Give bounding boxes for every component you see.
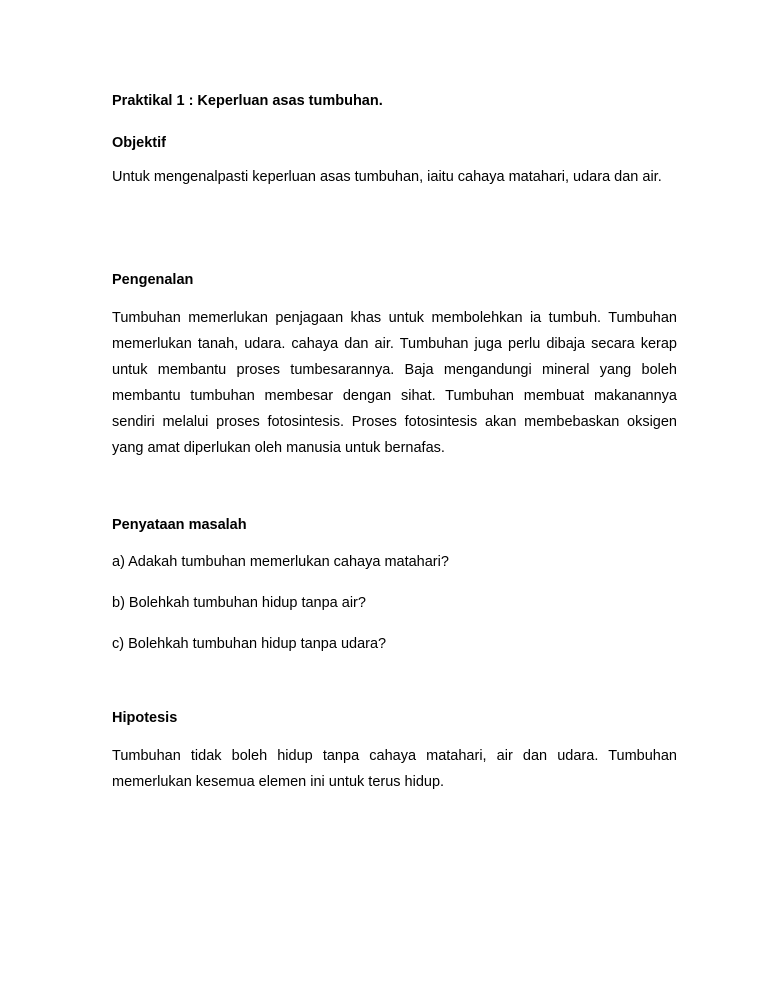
objective-text: Untuk mengenalpasti keperluan asas tumbuhan, iaitu cahaya matahari, udara dan air. — [112, 169, 662, 185]
problem-item-a: a) Adakah tumbuhan memerlukan cahaya matahari? — [112, 554, 449, 570]
introduction-heading: Pengenalan — [112, 272, 194, 288]
hypothesis-text: Tumbuhan tidak boleh hidup tanpa cahaya matahari, air dan udara. Tumbuhan memerlukan kesemua elemen ini untuk terus hidup. — [112, 748, 677, 790]
objective-heading: Objektif — [112, 135, 166, 151]
problem-item-c: c) Bolehkah tumbuhan hidup tanpa udara? — [112, 636, 387, 652]
hypothesis-heading: Hipotesis — [112, 710, 178, 726]
introduction-text: Tumbuhan memerlukan penjagaan khas untuk membolehkan ia tumbuh. Tumbuhan memerlukan tanah, udara. cahaya dan air. Tumbuhan juga perlu dibaja secara kerap untuk membantu proses tumbesarannya. Baja mengandungi mineral yang boleh membantu tumbuhan membesar dengan sihat. Tumbuhan membuat makanannya sendiri melalui proses fotosintesis. Proses fotosintesis akan membebaskan oksigen yang amat diperlukan oleh manusia untuk bernafas. — [112, 310, 677, 456]
problem-item-b: b) Bolehkah tumbuhan hidup tanpa air? — [112, 595, 366, 611]
problem-statement-heading: Penyataan masalah — [112, 517, 247, 533]
document-title: Praktikal 1 : Keperluan asas tumbuhan. — [112, 93, 383, 109]
